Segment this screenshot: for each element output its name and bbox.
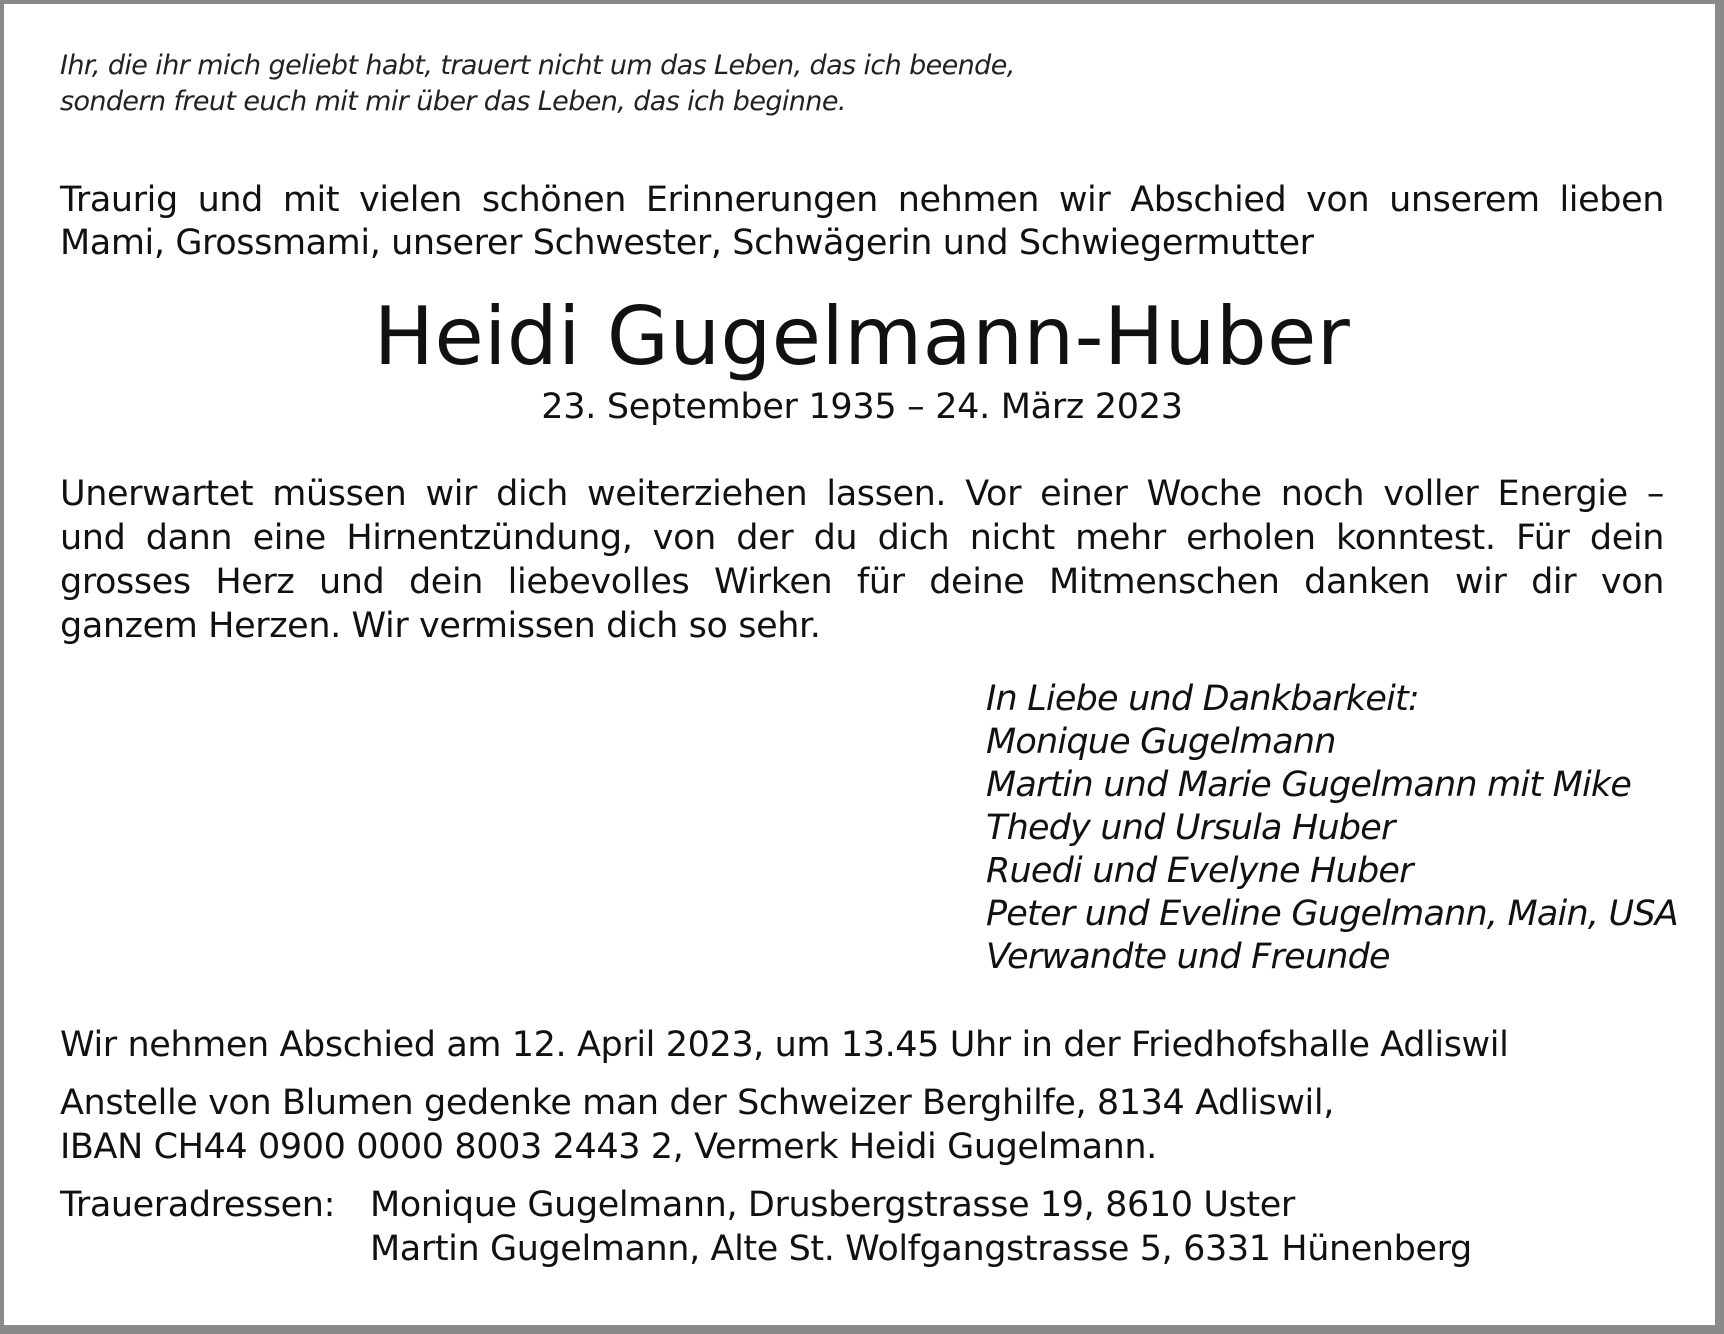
motto-quote [60, 48, 1664, 120]
signer-item: Martin und Marie Gugelmann mit Mike [986, 765, 1632, 805]
message-line: und dann eine Hirnentzündung, von der du dich nicht mehr erholen konntest. Für dein [60, 518, 1664, 558]
signer-item: Thedy und Ursula Huber [986, 808, 1395, 848]
message-line: ganzem Herzen. Wir vermissen dich so sehr. [60, 606, 821, 646]
message-line: Unerwartet müssen wir dich weiterziehen lassen. Vor einer Woche noch voller Energie – [60, 474, 1664, 514]
intro-text [60, 179, 1664, 265]
donation-line: Anstelle von Blumen gedenke man der Schweizer Berghilfe, 8134 Adliswil, [60, 1083, 1334, 1123]
addresses-label: Traueradressen: [60, 1185, 335, 1225]
message-line: grosses Herz und dein liebevolles Wirken für deine Mitmenschen danken wir dir von [60, 562, 1664, 602]
intro-line: Mami, Grossmami, unserer Schwester, Schwägerin und Schwiegermutter [60, 223, 1314, 263]
signer-item: Monique Gugelmann [986, 722, 1336, 762]
signers-list [986, 678, 1678, 979]
intro-line: Traurig und mit vielen schönen Erinnerungen nehmen wir Abschied von unserem lieben [60, 180, 1664, 220]
signers-heading: In Liebe und Dankbarkeit: [986, 679, 1419, 719]
motto-line: Ihr, die ihr mich geliebt habt, trauert nicht um das Leben, das ich beende, [60, 50, 1015, 81]
donation-info [60, 1081, 1664, 1169]
deceased-dates: 23. September 1935 – 24. März 2023 [541, 387, 1183, 427]
address-line: Monique Gugelmann, Drusbergstrasse 19, 8610 Uster [370, 1185, 1295, 1225]
signer-item: Ruedi und Evelyne Huber [986, 851, 1413, 891]
address-line: Martin Gugelmann, Alte St. Wolfgangstrasse 5, 6331 Hünenberg [370, 1229, 1472, 1269]
deceased-name: Heidi Gugelmann-Huber [373, 290, 1351, 383]
addresses-list [370, 1183, 1472, 1271]
motto-line: sondern freut euch mit mir über das Leben, das ich beginne. [60, 86, 846, 117]
signer-item: Peter und Eveline Gugelmann, Main, USA [986, 894, 1678, 934]
funeral-info: Wir nehmen Abschied am 12. April 2023, um 13.45 Uhr in der Friedhofshalle Adliswil [60, 1025, 1509, 1065]
message-text [60, 472, 1664, 648]
donation-line: IBAN CH44 0900 0000 8003 2443 2, Vermerk Heidi Gugelmann. [60, 1127, 1157, 1167]
mourning-addresses [60, 1183, 1664, 1271]
signer-item: Verwandte und Freunde [986, 937, 1390, 977]
obituary-notice [60, 48, 1678, 1271]
